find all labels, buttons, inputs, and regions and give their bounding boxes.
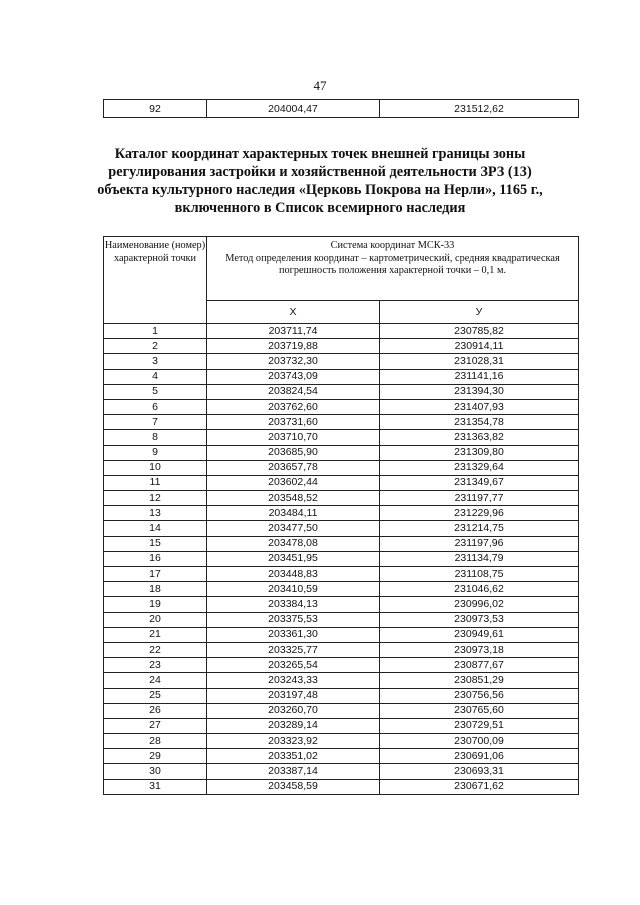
table-row: [104, 551, 579, 566]
point-name-header: Наименование (номер) характерной точки: [104, 237, 207, 324]
y-coordinate-cell: 231134,79: [380, 551, 579, 566]
table-row: [104, 673, 579, 688]
x-coordinate-cell: 203323,92: [207, 734, 380, 749]
y-coordinate-cell: 230973,53: [380, 612, 579, 627]
table-row: [104, 612, 579, 627]
table-row: [104, 627, 579, 642]
point-number-cell: 19: [104, 597, 207, 612]
point-number-cell: 21: [104, 627, 207, 642]
table-row: [104, 764, 579, 779]
table-row: [104, 597, 579, 612]
table-row: [104, 491, 579, 506]
y-coordinate-cell: 231141,16: [380, 369, 579, 384]
point-number-cell: 1: [104, 324, 207, 339]
table-row: [104, 582, 579, 597]
x-coordinate-cell: 203478,08: [207, 536, 380, 551]
x-coordinate-cell: 203410,59: [207, 582, 380, 597]
page-number: 47: [313, 78, 327, 93]
x-coordinate-cell: 204004,47: [207, 100, 380, 118]
y-coordinate-cell: 231028,31: [380, 354, 579, 369]
x-coordinate-cell: 203375,53: [207, 612, 380, 627]
x-coordinate-cell: 203719,88: [207, 339, 380, 354]
x-coordinate-cell: 203824,54: [207, 384, 380, 399]
y-coordinate-cell: 230785,82: [380, 324, 579, 339]
y-coordinate-cell: 230765,60: [380, 703, 579, 718]
table-row: [104, 536, 579, 551]
table-row: [104, 100, 579, 118]
table-row: [104, 779, 579, 794]
point-number-cell: 8: [104, 430, 207, 445]
x-coordinate-cell: 203448,83: [207, 567, 380, 582]
table-header-row: [104, 237, 579, 301]
table-row: [104, 658, 579, 673]
x-coordinate-cell: 203243,33: [207, 673, 380, 688]
table-row: [104, 415, 579, 430]
point-number-cell: 6: [104, 399, 207, 414]
y-coordinate-cell: 231046,62: [380, 582, 579, 597]
y-coordinate-cell: 230949,61: [380, 627, 579, 642]
point-number-cell: 14: [104, 521, 207, 536]
x-coordinate-cell: 203384,13: [207, 597, 380, 612]
x-coordinate-cell: 203265,54: [207, 658, 380, 673]
x-coordinate-cell: 203602,44: [207, 475, 380, 490]
table-row: [104, 399, 579, 414]
x-coordinate-cell: 203477,50: [207, 521, 380, 536]
point-number-cell: 5: [104, 384, 207, 399]
x-coordinate-cell: 203197,48: [207, 688, 380, 703]
table-row: [104, 324, 579, 339]
table-row: [104, 642, 579, 657]
table-row: [104, 718, 579, 733]
point-number-cell: 28: [104, 734, 207, 749]
y-coordinate-cell: 231363,82: [380, 430, 579, 445]
table-row: [104, 460, 579, 475]
y-coordinate-cell: 231407,93: [380, 399, 579, 414]
coordinates-table: [103, 236, 579, 795]
point-number-cell: 30: [104, 764, 207, 779]
table-row: [104, 339, 579, 354]
point-number-cell: 29: [104, 749, 207, 764]
x-coordinate-cell: 203743,09: [207, 369, 380, 384]
x-coordinate-cell: 203710,70: [207, 430, 380, 445]
table-row: [104, 354, 579, 369]
y-coordinate-cell: 230996,02: [380, 597, 579, 612]
point-number-cell: 92: [104, 100, 207, 118]
x-coordinate-cell: 203361,30: [207, 627, 380, 642]
point-number-cell: 31: [104, 779, 207, 794]
y-coordinate-cell: 231197,96: [380, 536, 579, 551]
y-coordinate-cell: 231309,80: [380, 445, 579, 460]
point-number-cell: 2: [104, 339, 207, 354]
y-coordinate-cell: 231197,77: [380, 491, 579, 506]
point-number-cell: 3: [104, 354, 207, 369]
y-coordinate-cell: 231394,30: [380, 384, 579, 399]
table-row: [104, 369, 579, 384]
y-coordinate-cell: 231512,62: [380, 100, 579, 118]
point-number-cell: 11: [104, 475, 207, 490]
x-coordinate-cell: 203451,95: [207, 551, 380, 566]
y-coordinate-cell: 230691,06: [380, 749, 579, 764]
y-coordinate-cell: 230756,56: [380, 688, 579, 703]
point-number-cell: 4: [104, 369, 207, 384]
point-number-cell: 16: [104, 551, 207, 566]
point-number-cell: 13: [104, 506, 207, 521]
x-coordinate-cell: 203260,70: [207, 703, 380, 718]
point-number-cell: 26: [104, 703, 207, 718]
point-number-cell: 22: [104, 642, 207, 657]
point-number-cell: 15: [104, 536, 207, 551]
coordinate-system-label: Система координат МСК-33: [330, 240, 455, 251]
table-row: [104, 688, 579, 703]
method-description: Метод определения координат – картометрический, средняя квадратическая погрешность положения характерной точки – 0,1 м.: [225, 252, 560, 276]
y-coordinate-cell: 231329,64: [380, 460, 579, 475]
document-title: Каталог координат характерных точек внешней границы зоны регулирования застройки и хозяйственной деятельности ЗРЗ (13) объекта культурного наследия «Церковь Покрова на Нерли», 1165 г., включенного в Список всемирного наследия: [97, 146, 543, 216]
x-coordinate-cell: 203387,14: [207, 764, 380, 779]
y-coordinate-cell: 231349,67: [380, 475, 579, 490]
point-number-cell: 27: [104, 718, 207, 733]
coordinate-system-header: [207, 237, 579, 301]
x-coordinate-cell: 203685,90: [207, 445, 380, 460]
y-coordinate-cell: 230729,51: [380, 718, 579, 733]
table-row: [104, 734, 579, 749]
x-coordinate-cell: 203732,30: [207, 354, 380, 369]
point-number-cell: 12: [104, 491, 207, 506]
x-coordinate-cell: 203657,78: [207, 460, 380, 475]
y-coordinate-cell: 231214,75: [380, 521, 579, 536]
continuation-table: [103, 99, 579, 118]
table-row: [104, 506, 579, 521]
y-coordinate-cell: 231108,75: [380, 567, 579, 582]
y-coordinate-cell: 230851,29: [380, 673, 579, 688]
y-coordinate-cell: 230877,67: [380, 658, 579, 673]
table-row: [104, 521, 579, 536]
table-row: [104, 749, 579, 764]
table-row: [104, 384, 579, 399]
table-row: [104, 475, 579, 490]
point-number-cell: 23: [104, 658, 207, 673]
y-coordinate-cell: 230700,09: [380, 734, 579, 749]
x-coordinate-cell: 203731,60: [207, 415, 380, 430]
x-coordinate-cell: 203351,02: [207, 749, 380, 764]
point-number-cell: 7: [104, 415, 207, 430]
table-row: [104, 703, 579, 718]
x-coordinate-cell: 203289,14: [207, 718, 380, 733]
x-column-header: X: [207, 301, 380, 324]
y-column-header: У: [380, 301, 579, 324]
point-number-cell: 24: [104, 673, 207, 688]
point-number-cell: 9: [104, 445, 207, 460]
y-coordinate-cell: 230671,62: [380, 779, 579, 794]
point-number-cell: 18: [104, 582, 207, 597]
point-number-cell: 25: [104, 688, 207, 703]
y-coordinate-cell: 231229,96: [380, 506, 579, 521]
x-coordinate-cell: 203325,77: [207, 642, 380, 657]
x-coordinate-cell: 203484,11: [207, 506, 380, 521]
table-row: [104, 430, 579, 445]
y-coordinate-cell: 230914,11: [380, 339, 579, 354]
x-coordinate-cell: 203548,52: [207, 491, 380, 506]
y-coordinate-cell: 230693,31: [380, 764, 579, 779]
y-coordinate-cell: 231354,78: [380, 415, 579, 430]
x-coordinate-cell: 203458,59: [207, 779, 380, 794]
y-coordinate-cell: 230973,18: [380, 642, 579, 657]
point-number-cell: 20: [104, 612, 207, 627]
table-row: [104, 567, 579, 582]
x-coordinate-cell: 203762,60: [207, 399, 380, 414]
table-row: [104, 445, 579, 460]
x-coordinate-cell: 203711,74: [207, 324, 380, 339]
table-body: [104, 324, 579, 795]
point-number-cell: 10: [104, 460, 207, 475]
point-number-cell: 17: [104, 567, 207, 582]
